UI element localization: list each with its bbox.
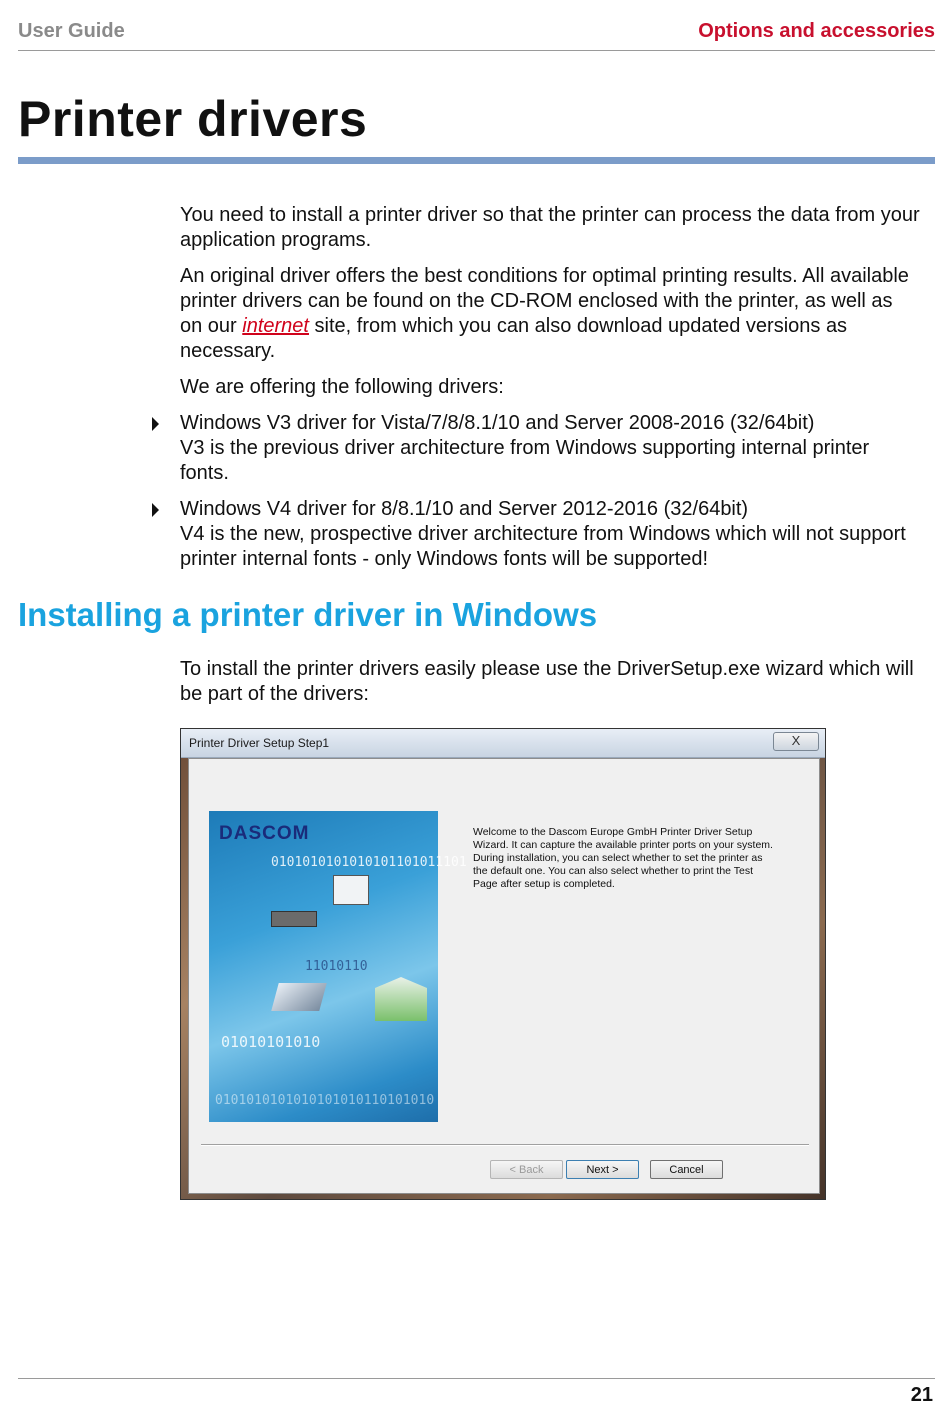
page-header: [18, 18, 935, 51]
bullet-arrow-icon: [152, 503, 159, 517]
cancel-button[interactable]: Cancel: [650, 1160, 723, 1179]
section-body: [180, 657, 920, 718]
wizard-banner-image: [209, 811, 467, 1122]
next-button[interactable]: Next >: [566, 1160, 639, 1179]
title-underline: [18, 157, 935, 164]
printer-icon: [271, 911, 317, 927]
bullet-item-v4: [180, 497, 920, 572]
welcome-text: Welcome to the Dascom Europe GmbH Printer Driver Setup Wizard. It can capture the available printer ports on your system. During installation, you can select whether to set the printer as the default one. You can also select whether to print the Test Page after setup is completed.: [473, 826, 773, 890]
setup-dialog-screenshot: [180, 728, 826, 1200]
dascom-logo: DASCOM: [219, 823, 310, 844]
page-number: 21: [910, 1384, 933, 1406]
bullet-v3-description: V3 is the previous driver architecture from Windows supporting internal printer fonts.: [180, 437, 870, 484]
binary-text-3: 01010101010: [221, 1033, 321, 1051]
binary-text-4: 0101010101010101010110101010: [215, 1093, 435, 1108]
intro-paragraph-2-start: An original driver offers the best conditions for optimal printing results. All available printer drivers can be found on the CD-ROM enclosed with the printer, as well as on our: [180, 265, 909, 337]
page-title: Printer drivers: [18, 91, 368, 147]
bullet-arrow-icon: [152, 417, 159, 431]
dialog-titlebar: [181, 729, 825, 758]
footer-rule: [18, 1378, 935, 1379]
intro-section: [180, 203, 920, 583]
header-document-title: User Guide: [18, 20, 125, 42]
section-paragraph: To install the printer drivers easily please use the DriverSetup.exe wizard which will be part of the drivers:: [180, 658, 914, 705]
binary-text-1: 0101010101010101101011101: [271, 855, 467, 870]
header-chapter-title: Options and accessories: [698, 20, 935, 42]
building-icon: [375, 977, 427, 1021]
bullet-item-v3: [180, 411, 920, 486]
back-button[interactable]: < Back: [490, 1160, 563, 1179]
section-title: Installing a printer driver in Windows: [18, 596, 598, 633]
binary-text-2: 11010110: [305, 959, 368, 974]
intro-paragraph-3: We are offering the following drivers:: [180, 376, 504, 398]
bullet-v4-heading: Windows V4 driver for 8/8.1/10 and Server 2012-2016 (32/64bit): [180, 498, 749, 520]
dialog-divider: [201, 1144, 809, 1146]
intro-paragraph-2-end: site, from which you can also download updated versions as necessary.: [180, 315, 848, 362]
bullet-v4-description: V4 is the new, prospective driver architecture from Windows which will not support printer internal fonts - only Windows fonts will be supported!: [180, 523, 906, 570]
intro-paragraph-1: You need to install a printer driver so that the printer can process the data from your application programs.: [180, 204, 920, 251]
dialog-title: Printer Driver Setup Step1: [189, 736, 330, 750]
bullet-v3-heading: Windows V3 driver for Vista/7/8/8.1/10 and Server 2008-2016 (32/64bit): [180, 412, 815, 434]
dialog-body: [188, 758, 820, 1194]
airplane-icon: [271, 983, 327, 1011]
close-button[interactable]: X: [773, 732, 819, 751]
internet-link[interactable]: internet: [242, 315, 309, 337]
intro-paragraph-2: [180, 264, 920, 364]
people-icon: [333, 875, 369, 905]
